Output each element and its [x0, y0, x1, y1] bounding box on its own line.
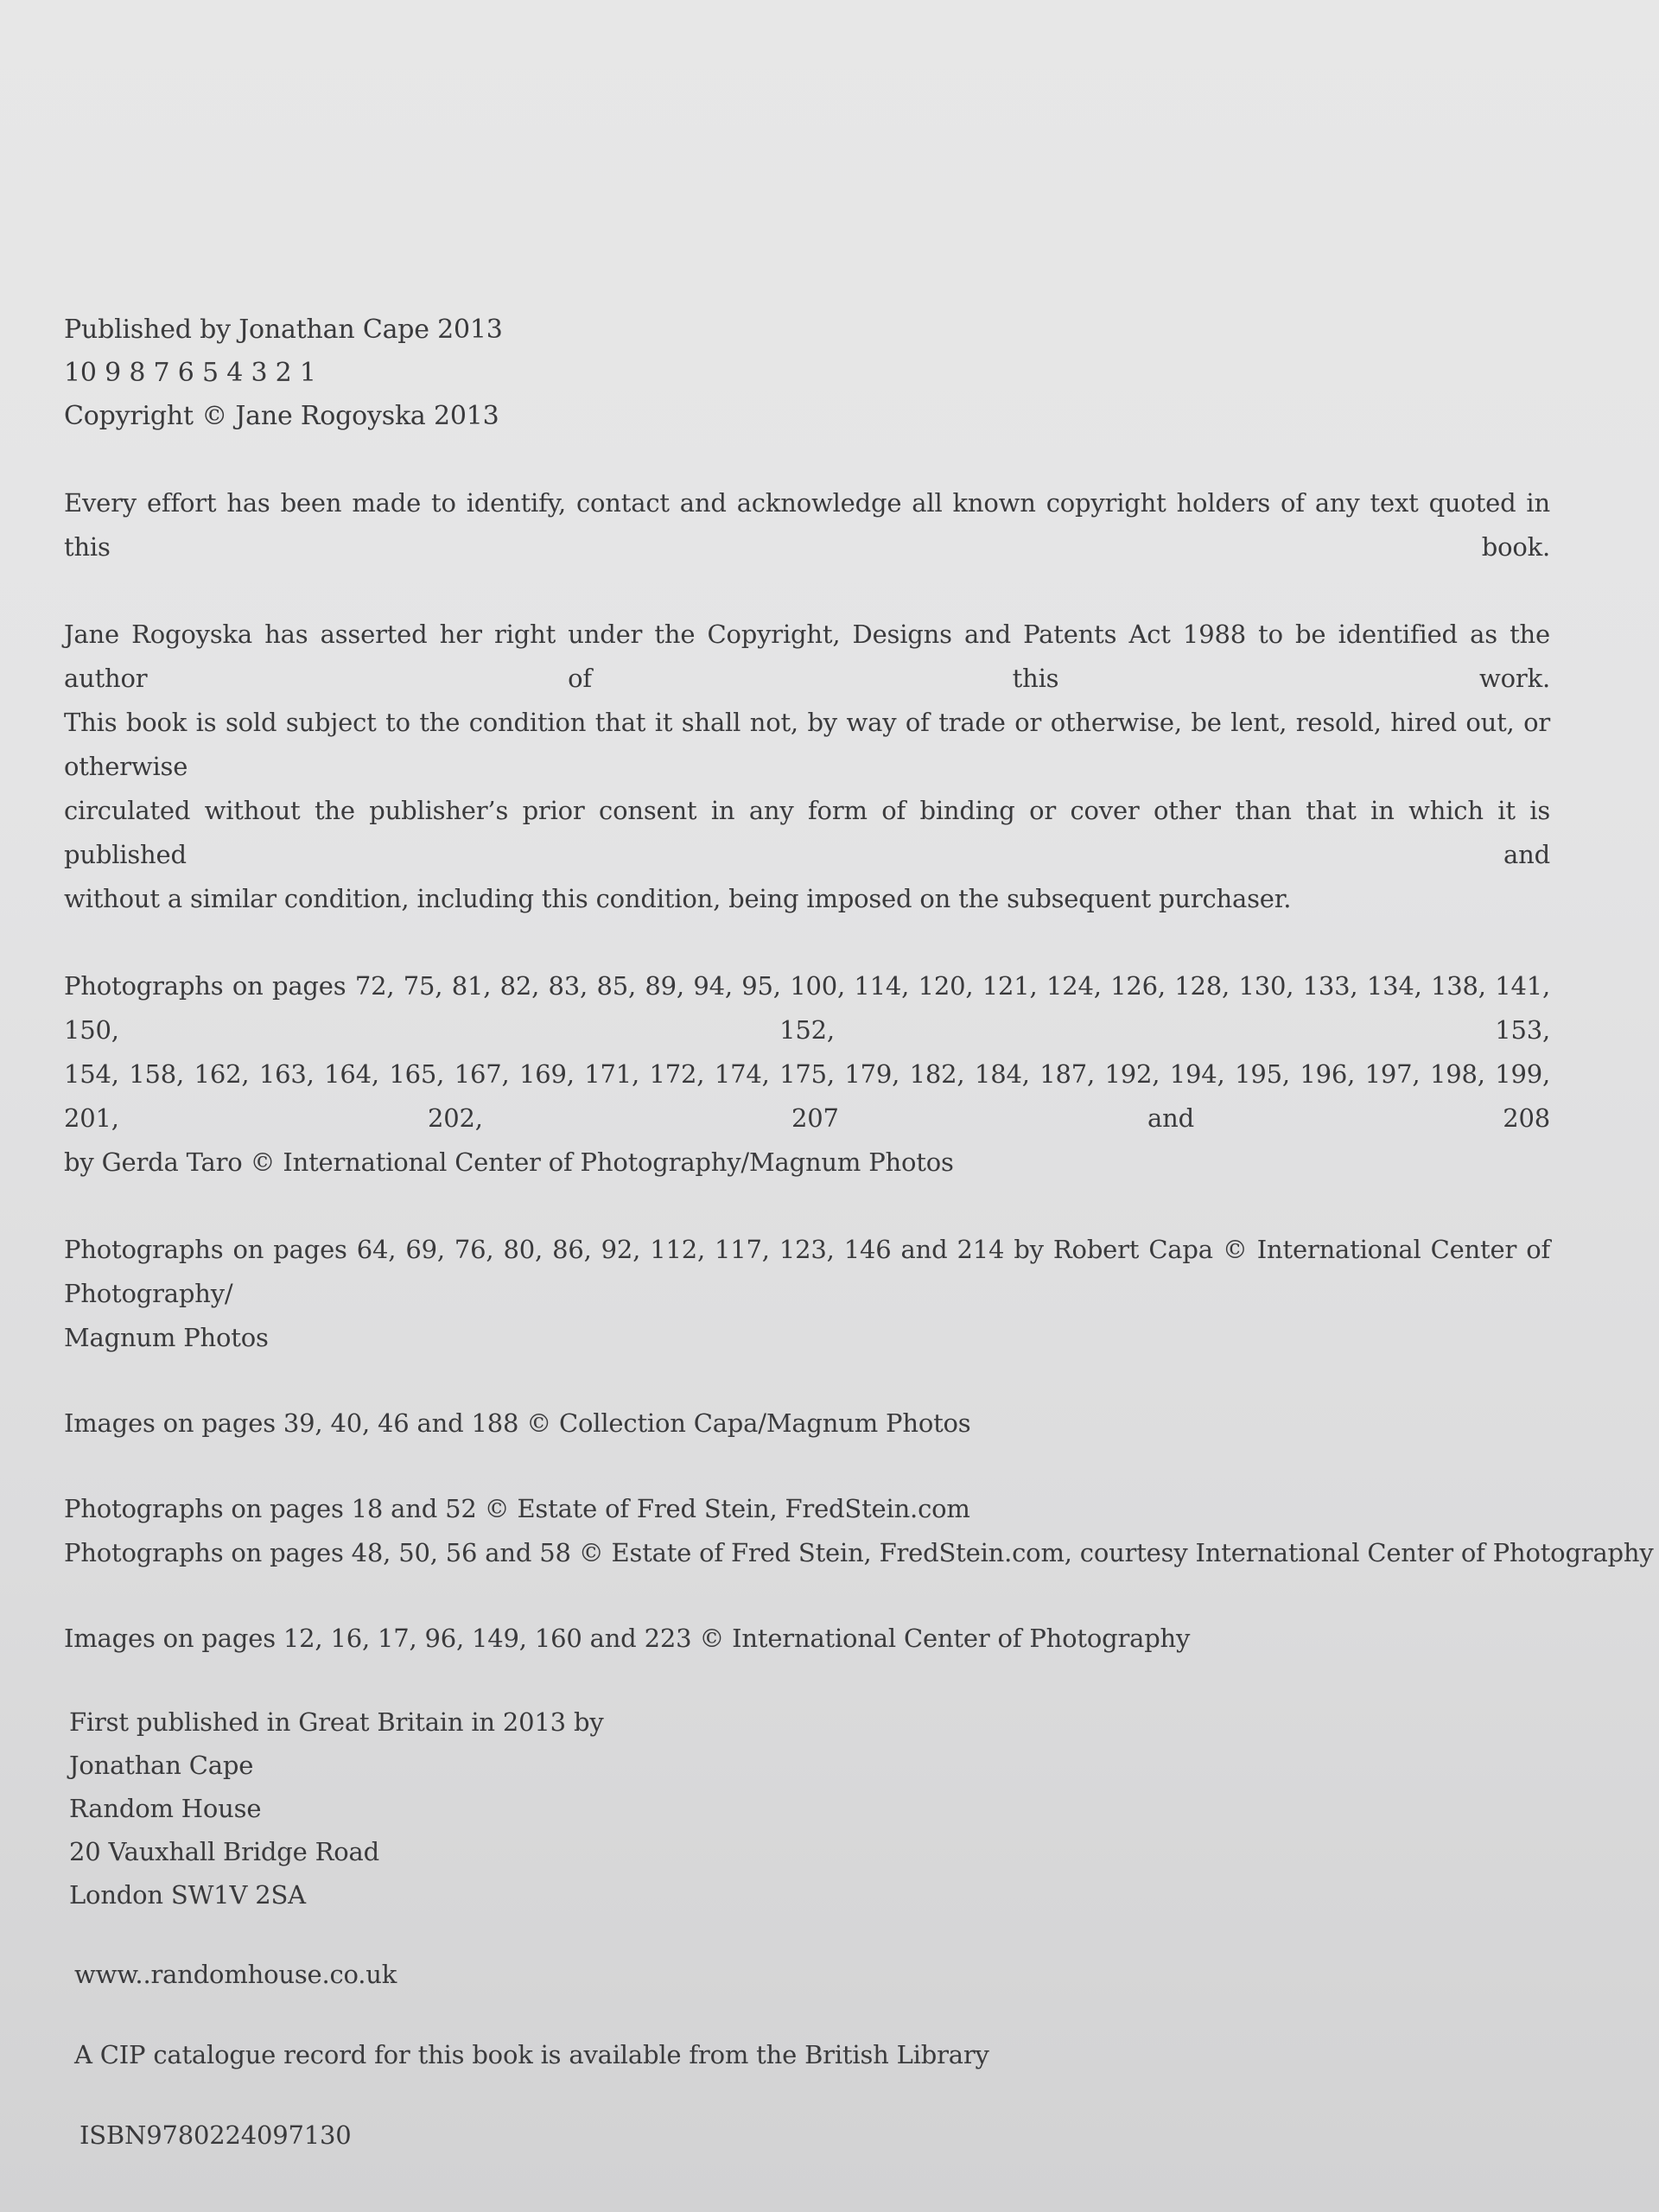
- rights-line-4: without a similar condition, including this condition, being imposed on the subsequent purchaser.: [64, 884, 1292, 913]
- taro-credit-line-2: 154, 158, 162, 163, 164, 165, 167, 169, 171, 172, 174, 175, 179, 182, 184, 187, 192, 194, 195, 196, 197, 198, 199, 201, 202, 207 and 208: [64, 1059, 1550, 1133]
- isbn-block: [64, 2113, 1550, 2158]
- isbn: ISBN9780224097130: [79, 2120, 352, 2150]
- publisher-address-block: [64, 1700, 1550, 1916]
- taro-credit-line-3: by Gerda Taro © International Center of Photography/Magnum Photos: [64, 1147, 954, 1177]
- collection-capa-credit: Images on pages 39, 40, 46 and 188 © Collection Capa/Magnum Photos: [64, 1408, 971, 1438]
- effort-notice: Every effort has been made to identify, contact and acknowledge all known copyright holders of any text quoted in this book.: [64, 488, 1550, 562]
- publisher-street: 20 Vauxhall Bridge Road: [69, 1837, 379, 1866]
- copyright-page: [64, 308, 1654, 2158]
- stein-credit-line-2: Photographs on pages 48, 50, 56 and 58 © Estate of Fred Stein, FredStein.com, courtesy International Center of Photography: [64, 1538, 1654, 1567]
- rights-line-3: circulated without the publisher’s prior consent in any form of binding or cover other than that in which it is published and: [64, 796, 1550, 869]
- rights-block: [64, 613, 1550, 921]
- taro-credit-block: [64, 964, 1550, 1185]
- print-line: 10 9 8 7 6 5 4 3 2 1: [64, 358, 316, 388]
- rights-line-1: Jane Rogoyska has asserted her right under the Copyright, Designs and Patents Act 1988 to be identified as the author of this work.: [64, 620, 1550, 693]
- icp-credit: Images on pages 12, 16, 17, 96, 149, 160 and 223 © International Center of Photography: [64, 1624, 1191, 1653]
- stein-credit-line-1: Photographs on pages 18 and 52 © Estate of Fred Stein, FredStein.com: [64, 1494, 970, 1523]
- copyright-line: Copyright © Jane Rogoyska 2013: [64, 401, 499, 431]
- published-by: Published by Jonathan Cape 2013: [64, 315, 503, 345]
- cip-notice: A CIP catalogue record for this book is available from the British Library: [74, 2040, 989, 2069]
- publisher-division: Random House: [69, 1794, 262, 1823]
- cip-block: [64, 2033, 1550, 2077]
- colophon-block: [64, 308, 1550, 438]
- address-intro: First published in Great Britain in 2013 by: [69, 1707, 604, 1737]
- rights-line-2: This book is sold subject to the condition that it shall not, by way of trade or otherwise, be lent, resold, hired out, or otherwise: [64, 708, 1550, 781]
- capa-credit-block: [64, 1228, 1550, 1360]
- publisher-city: London SW1V 2SA: [69, 1880, 306, 1910]
- effort-notice-block: [64, 481, 1550, 569]
- website-url: www..randomhouse.co.uk: [74, 1960, 397, 1989]
- capa-credit-line-2: Magnum Photos: [64, 1323, 269, 1352]
- website-block: [64, 1953, 1550, 1997]
- taro-credit-line-1: Photographs on pages 72, 75, 81, 82, 83, 85, 89, 94, 95, 100, 114, 120, 121, 124, 126, 128, 130, 133, 134, 138, 141, 150, 152, 153,: [64, 971, 1550, 1045]
- collection-capa-block: [64, 1402, 1550, 1446]
- publisher-name: Jonathan Cape: [69, 1751, 254, 1780]
- capa-credit-line-1: Photographs on pages 64, 69, 76, 80, 86, 92, 112, 117, 123, 146 and 214 by Robert Capa © International Center of Photography/: [64, 1235, 1550, 1308]
- stein-credit-block: [64, 1487, 1654, 1575]
- icp-credit-block: [64, 1617, 1550, 1661]
